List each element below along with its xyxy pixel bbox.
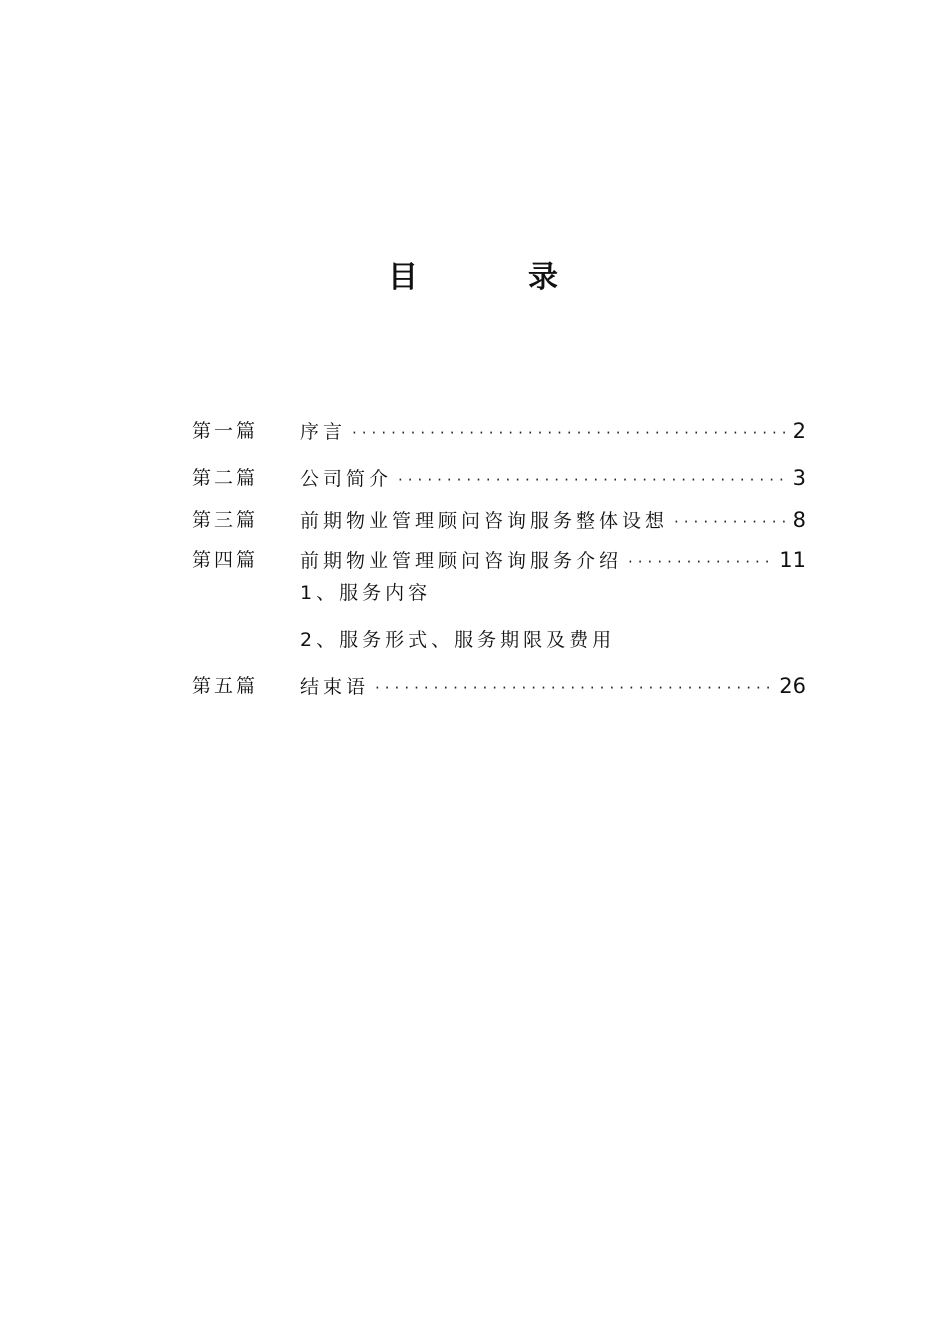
toc-entry-3[interactable] [192, 505, 806, 535]
toc-entry-body [300, 505, 806, 537]
toc-entry-2[interactable] [192, 463, 806, 493]
toc-part-label: 第二篇 [192, 467, 259, 489]
toc-part-label: 第三篇 [192, 509, 259, 531]
toc-entry-title: 结束语 [300, 676, 370, 698]
dot-leader [352, 418, 789, 448]
toc-part-label: 第五篇 [192, 675, 259, 697]
toc-heading-char-2: 录 [528, 260, 558, 295]
dot-leader [398, 465, 789, 495]
toc-entry-title: 序言 [300, 421, 347, 443]
toc-page-number: 2 [792, 419, 806, 443]
toc-heading-char-1: 目 [388, 260, 418, 295]
toc-entry-5[interactable] [192, 671, 806, 701]
toc-page-number: 8 [792, 508, 806, 532]
toc-entry-body [300, 463, 806, 495]
toc-entry-body [300, 671, 806, 703]
toc-entry-4[interactable] [192, 545, 806, 575]
toc-entry-body [300, 416, 806, 448]
toc-page-number: 11 [779, 548, 806, 572]
dot-leader [375, 673, 775, 703]
toc-part-label: 第一篇 [192, 420, 259, 442]
toc-entry-title: 前期物业管理顾问咨询服务介绍 [300, 550, 623, 572]
toc-entry-body [300, 545, 806, 577]
toc-page-number: 26 [779, 674, 806, 698]
toc-subitem-2[interactable]: 2、服务形式、服务期限及费用 [300, 629, 616, 651]
toc-heading [0, 258, 950, 298]
toc-page-number: 3 [792, 466, 806, 490]
toc-entry-title: 前期物业管理顾问咨询服务整体设想 [300, 510, 669, 532]
dot-leader [674, 507, 789, 537]
toc-entry-title: 公司简介 [300, 468, 393, 490]
toc-entry-1[interactable] [192, 416, 806, 446]
dot-leader [628, 547, 775, 577]
toc-part-label: 第四篇 [192, 549, 259, 571]
toc-subitem-1[interactable]: 1、服务内容 [300, 582, 432, 604]
